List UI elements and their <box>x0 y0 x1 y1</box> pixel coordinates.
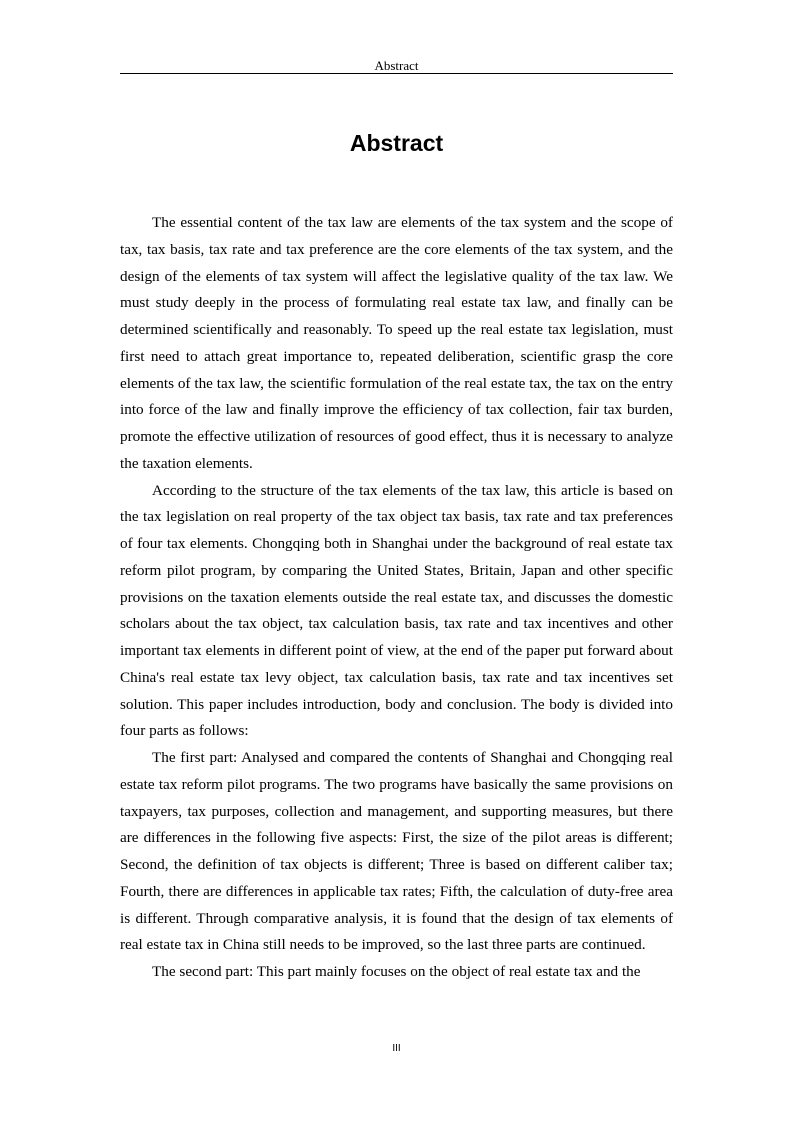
running-header: Abstract <box>374 58 419 73</box>
paragraph: The second part: This part mainly focuses on the object of real estate tax and the <box>152 963 641 980</box>
header-rule <box>120 73 673 74</box>
paragraph: The first part: Analysed and compared the contents of Shanghai and Chongqing real estate tax reform pilot programs. The two programs have basically the same provisions on taxpayers, tax purposes, collection and management, and supporting measures, but there are differences in the following five aspects: First, the size of the pilot areas is different; Second, the definition of tax objects is different; Three is based on different caliber tax; Fourth, there are differences in applicable tax rates; Fifth, the calculation of duty-free area is different. Through comparative analysis, it is found that the design of tax elements of real estate tax in China still needs to be improved, so the last three parts are continued. <box>120 749 673 954</box>
page-number: III <box>392 1043 401 1054</box>
page-title: Abstract <box>349 130 444 156</box>
paragraph: The essential content of the tax law are elements of the tax system and the scope of tax, tax basis, tax rate and tax preference are the core elements of the tax system, and the design of the elements of tax system will affect the legislative quality of the tax law. We must study deeply in the process of formulating real estate tax law, and finally can be determined scientifically and reasonably. To speed up the real estate tax legislation, must first need to attach great importance to, repeated deliberation, scientific grasp the core elements of the tax law, the scientific formulation of the real estate tax, the tax on the entry into force of the law and finally improve the efficiency of tax collection, fair tax burden, promote the effective utilization of resources of good effect, thus it is necessary to analyze the taxation elements. <box>120 214 673 472</box>
paragraph: According to the structure of the tax elements of the tax law, this article is based on the tax legislation on real property of the tax object tax basis, tax rate and tax preferences of four tax elements. Chongqing both in Shanghai under the background of real estate tax reform pilot program, by comparing the United States, Britain, Japan and other specific provisions on the taxation elements outside the real estate tax, and discusses the domestic scholars about the tax object, tax calculation basis, tax rate and tax incentives and other important tax elements in different point of view, at the end of the paper put forward about China's real estate tax levy object, tax calculation basis, tax rate and tax incentives set solution. This paper includes introduction, body and conclusion. The body is divided into four parts as follows: <box>120 481 673 740</box>
abstract-body <box>120 210 673 986</box>
